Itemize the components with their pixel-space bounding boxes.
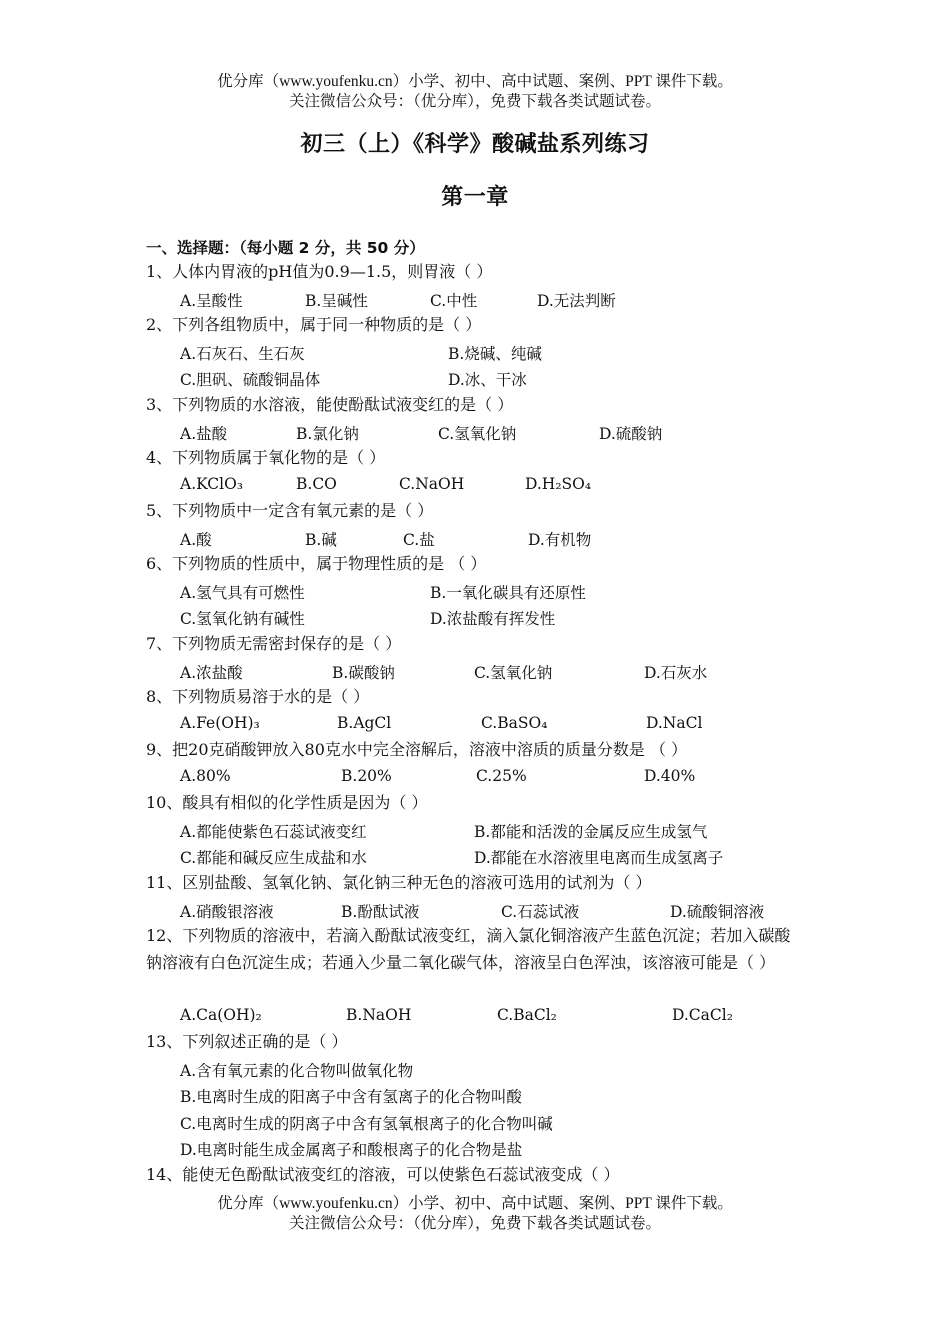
q5-option-d: D.有机物 [528,531,592,549]
q11-option-b: B.酚酞试液 [341,903,420,921]
question-6: 6、下列物质的性质中，属于物理性质的是 （ ） [146,554,487,573]
question-7: 7、下列物质无需密封保存的是（ ） [146,634,402,653]
q11-option-a: A.硝酸银溶液 [180,903,274,921]
q1-option-a: A.呈酸性 [180,292,243,310]
q8-option-d: D.NaCl [646,714,703,732]
q9-option-a: A.80% [180,767,231,785]
question-12: 12、下列物质的溶液中，若滴入酚酞试液变红，滴入氯化铜溶液产生蓝色沉淀；若加入碳酸钠溶液有白色沉淀生成；若通入少量二氧化碳气体，溶液呈白色浑浊，该溶液可能是（ ） [146,926,791,972]
question-2: 2、下列各组物质中，属于同一种物质的是（ ） [146,315,482,334]
q5-option-b: B.碱 [305,531,337,549]
q4-option-b: B.CO [296,475,337,493]
q10-option-a: A.都能使紫色石蕊试液变红 [180,823,367,841]
q2-option-c: C.胆矾、硫酸铜晶体 [180,371,321,389]
footer-line-1: 优分库（www.youfenku.cn）小学、初中、高中试题、案例、PPT 课件下载。 [217,1195,733,1212]
q11-option-d: D.硫酸铜溶液 [670,903,765,921]
q12-option-d: D.CaCl₂ [672,1006,733,1024]
q1-option-c: C.中性 [430,292,478,310]
q3-option-b: B.氯化钠 [296,425,359,443]
question-8: 8、下列物质易溶于水的是（ ） [146,687,370,706]
q13-option-c: C.电离时生成的阴离子中含有氢氧根离子的化合物叫碱 [180,1115,553,1133]
q11-option-c: C.石蕊试液 [501,903,580,921]
q9-option-d: D.40% [644,767,696,785]
q9-option-b: B.20% [341,767,392,785]
q1-option-d: D.无法判断 [537,292,616,310]
question-1: 1、人体内胃液的pH值为0.9—1.5，则胃液（ ） [146,262,493,281]
q7-option-d: D.石灰水 [644,664,708,682]
q10-option-b: B.都能和活泼的金属反应生成氢气 [474,823,708,841]
q7-option-b: B.碳酸钠 [332,664,395,682]
q12-option-c: C.BaCl₂ [497,1006,557,1024]
question-9: 9、把20克硝酸钾放入80克水中完全溶解后，溶液中溶质的质量分数是 （ ） [146,740,688,759]
q4-option-d: D.H₂SO₄ [525,475,592,493]
q4-option-a: A.KClO₃ [180,475,244,493]
q13-option-a: A.含有氧元素的化合物叫做氧化物 [180,1062,414,1080]
q3-option-d: D.硫酸钠 [599,425,663,443]
header-line-1: 优分库（www.youfenku.cn）小学、初中、高中试题、案例、PPT 课件下载。 [217,73,733,90]
q10-option-c: C.都能和碱反应生成盐和水 [180,849,367,867]
q3-option-c: C.氢氧化钠 [438,425,517,443]
q5-option-c: C.盐 [403,531,435,549]
q13-option-d: D.电离时能生成金属离子和酸根离子的化合物是盐 [180,1141,523,1159]
q13-option-b: B.电离时生成的阳离子中含有氢离子的化合物叫酸 [180,1088,522,1106]
q2-option-b: B.烧碱、纯碱 [448,345,542,363]
q7-option-c: C.氢氧化钠 [474,664,553,682]
question-10: 10、酸具有相似的化学性质是因为（ ） [146,793,428,812]
header-line-2: 关注微信公众号：（优分库），免费下载各类试题试卷。 [288,93,661,110]
question-3: 3、下列物质的水溶液，能使酚酞试液变红的是（ ） [146,395,514,414]
page-title: 初三（上）《科学》酸碱盐系列练习 [300,132,650,157]
q6-option-c: C.氢氧化钠有碱性 [180,610,305,628]
question-4: 4、下列物质属于氧化物的是（ ） [146,448,386,467]
section-heading: 一、选择题：（每小题 2 分，共 50 分） [146,239,425,257]
chapter-title: 第一章 [441,185,509,210]
footer-line-2: 关注微信公众号：（优分库），免费下载各类试题试卷。 [288,1215,661,1232]
q12-option-b: B.NaOH [346,1006,412,1024]
question-13: 13、下列叙述正确的是（ ） [146,1032,348,1051]
q2-option-d: D.冰、干冰 [448,371,527,389]
q1-option-b: B.呈碱性 [305,292,368,310]
q10-option-d: D.都能在水溶液里电离而生成氢离子 [474,849,724,867]
q6-option-d: D.浓盐酸有挥发性 [430,610,556,628]
q8-option-b: B.AgCl [337,714,392,732]
q7-option-a: A.浓盐酸 [180,664,243,682]
q8-option-a: A.Fe(OH)₃ [180,714,260,732]
q6-option-b: B.一氧化碳具有还原性 [430,584,586,602]
q3-option-a: A.盐酸 [180,425,228,443]
question-11: 11、区别盐酸、氢氧化钠、氯化钠三种无色的溶液可选用的试剂为（ ） [146,873,652,892]
q8-option-c: C.BaSO₄ [481,714,548,732]
q4-option-c: C.NaOH [399,475,465,493]
question-5: 5、下列物质中一定含有氧元素的是（ ） [146,501,434,520]
q6-option-a: A.氢气具有可燃性 [180,584,305,602]
question-14: 14、能使无色酚酞试液变红的溶液，可以使紫色石蕊试液变成（ ） [146,1165,620,1184]
q12-option-a: A.Ca(OH)₂ [180,1006,262,1024]
q9-option-c: C.25% [476,767,527,785]
q2-option-a: A.石灰石、生石灰 [180,345,305,363]
q5-option-a: A.酸 [180,531,212,549]
